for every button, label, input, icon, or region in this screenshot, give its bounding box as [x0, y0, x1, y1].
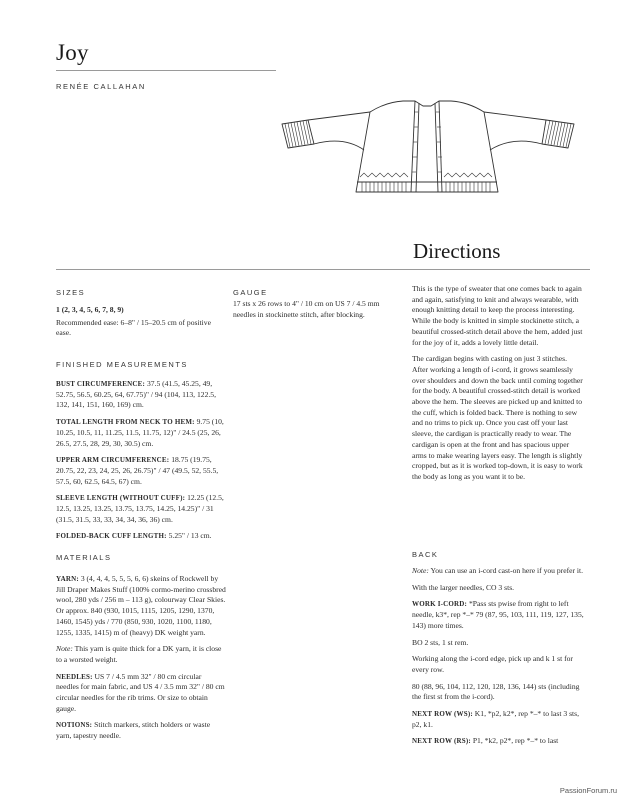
sizes-heading: SIZES	[56, 288, 86, 297]
back-row-ws: NEXT ROW (WS): K1, *p2, k2*, rep *–* to last 3 sts, p2, k1.	[412, 709, 579, 729]
directions-rule	[56, 269, 590, 270]
sizes-ease: Recommended ease: 6–8" / 15–20.5 cm of positive ease.	[56, 317, 211, 338]
back-bind-off: BO 2 sts, 1 st rem.	[412, 637, 469, 647]
watermark: PassionForum.ru	[559, 786, 617, 795]
title-rule	[56, 70, 276, 71]
finished-section	[56, 379, 226, 548]
measurement-bust: BUST CIRCUMFERENCE: 37.5 (41.5, 45.25, 49, 52.75, 56.5, 60.25, 64, 67.75)" / 94 (104, 113, 122.5, 132, 141, 151, 160, 169) cm.	[56, 379, 216, 410]
materials-needles: NEEDLES: US 7 / 4.5 mm 32" / 80 cm circular needles for main fabric, and US 4 / 3.5 mm 32" / 80 cm circular needles for the rib trims. Or size to obtain gauge.	[56, 671, 225, 713]
sizes-section	[56, 305, 224, 345]
directions-heading: Directions	[413, 239, 501, 263]
pattern-title: Joy	[56, 40, 89, 65]
materials-yarn: YARN: 3 (4, 4, 4, 5, 5, 5, 6, 6) skeins of Rockwell by Jill Draper Makes Stuff (100% cormo-merino crossbred wool, 280 yds / 256 m – 113 g), colourway Clear Skies. Or approx. 840 (930, 1015, 1115, 1205, 1290, 1370, 1460, 1545) yds / 770 (850, 930, 1020, 1100, 1180, 1255, 1335, 1415) m of (heavy) DK weight yarn.	[56, 574, 226, 637]
author-name: RENÉE CALLAHAN	[56, 82, 146, 91]
measurement-length: TOTAL LENGTH FROM NECK TO HEM: 9.75 (10, 10.25, 10.5, 11, 11.25, 11.5, 11.75, 12)" / 24.5 (25, 26, 26.5, 27.5, 28, 29, 30, 30.5) cm.	[56, 417, 224, 448]
gauge-heading: GAUGE	[233, 288, 268, 297]
measurement-cuff: FOLDED-BACK CUFF LENGTH: 5.25" / 13 cm.	[56, 531, 212, 541]
intro-section	[412, 284, 584, 489]
back-needles: With the larger needles, CO 3 sts.	[412, 582, 515, 592]
measurement-upper-arm: UPPER ARM CIRCUMFERENCE: 18.75 (19.75, 20.75, 22, 23, 24, 25, 26, 26.75)" / 47 (49.5, 52, 55.5, 57.5, 60, 62.5, 64.5, 67) cm.	[56, 455, 219, 486]
measurement-sleeve: SLEEVE LENGTH (WITHOUT CUFF): 12.25 (12.5, 12.5, 13.25, 13.25, 13.75, 13.75, 14.25, 14.25)" / 31 (31.5, 31.5, 33, 33, 34, 34, 36, 36) cm.	[56, 493, 224, 524]
materials-notions: NOTIONS: Stitch markers, stitch holders or waste yarn, tapestry needle.	[56, 720, 211, 741]
sizes-list: 1 (2, 3, 4, 5, 6, 7, 8, 9)	[56, 305, 124, 314]
materials-section	[56, 574, 226, 748]
back-section	[412, 566, 584, 753]
finished-heading: FINISHED MEASUREMENTS	[56, 360, 188, 369]
gauge-text: 17 sts x 26 rows to 4" / 10 cm on US 7 / 4.5 mm needles in stockinette stitch, after blocking.	[233, 299, 380, 319]
back-row-rs: NEXT ROW (RS): P1, *k2, p2*, rep *–* to last	[412, 736, 559, 746]
back-note: Note: You can use an i-cord cast-on here if you prefer it.	[412, 566, 584, 575]
back-icord: WORK I-CORD: *Pass sts pwise from right to left needle, k3*, rep *–* 79 (87, 95, 103, 111, 119, 127, 135, 143) more times.	[412, 599, 584, 630]
materials-note: Note: This yarn is quite thick for a DK yarn, it is close to a worsted weight.	[56, 644, 222, 664]
back-heading: BACK	[412, 550, 439, 559]
back-pick-up: Working along the i-cord edge, pick up and k 1 st for every row.	[412, 654, 573, 674]
back-stitch-count: 80 (88, 96, 104, 112, 120, 128, 136, 144) sts (including the first st from the i-cord).	[412, 681, 580, 702]
intro-paragraph-2: The cardigan begins with casting on just 3 stitches. After working a length of i-cord, it grows seamlessly over shoulders and down the back until coming together for the body. A beautiful crossed-stitch detail is worked above the hem. The sleeves are picked up and knitted to the cuff, which is folded back. There is nothing to sew and no trims to pick up. Once you cast off your last sleeve, the cardigan is practically ready to wear. The cardigan is open at the front and has spacious upper arms to make wearing layers easy. The length is slightly cropped, but as it is worked top-down, it is easy to work the body as long as you want it to be.	[412, 354, 583, 481]
intro-paragraph-1: This is the type of sweater that one comes back to again and again, satisfying to knit and always wearable, with enough knitting detail to keep the process interesting. While the body is knitted in simple stockinette stitch, a beautiful crossed-stitch detail above the hem, added just for the joy of it, adds a lovely little detail.	[412, 284, 583, 347]
cardigan-illustration	[278, 92, 578, 207]
materials-heading: MATERIALS	[56, 553, 112, 562]
